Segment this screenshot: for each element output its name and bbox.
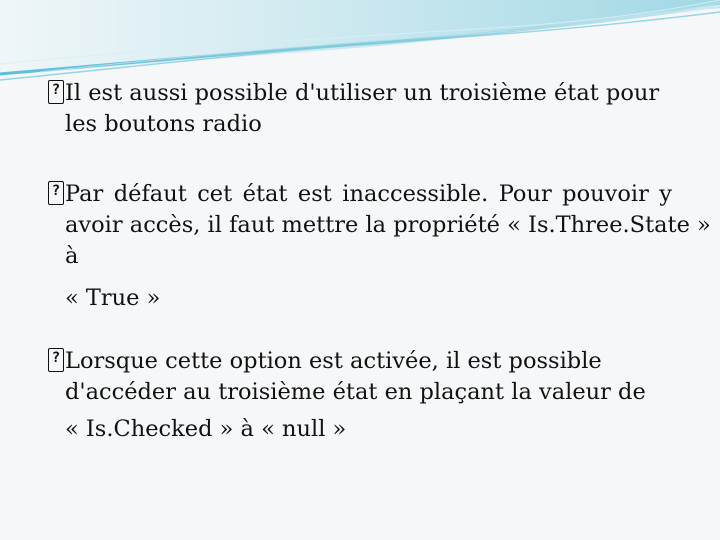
paragraph-3-line-1: Lorsque cette option est activée, il est possible xyxy=(65,348,602,374)
paragraph-2-line-4: « True » xyxy=(65,285,161,311)
paragraph-2-line-1: Par défaut cet état est inaccessible. Pour pouvoir y xyxy=(65,181,672,207)
paragraph-1-line-2: les boutons radio xyxy=(65,111,262,137)
missing-glyph-bullet-icon: ? xyxy=(48,181,64,205)
paragraph-1-line-1: Il est aussi possible d'utiliser un troisième état pour xyxy=(65,80,660,106)
slide-content xyxy=(48,78,711,445)
paragraph-3-line-3: « Is.Checked » à « null » xyxy=(65,416,347,442)
paragraph-2-line-3: à xyxy=(65,243,79,269)
bullet-paragraph-3 xyxy=(48,346,672,445)
paragraph-3-line-2: d'accéder au troisième état en plaçant la valeur de xyxy=(65,379,646,405)
missing-glyph-bullet-icon: ? xyxy=(48,80,64,104)
bullet-paragraph-2 xyxy=(48,179,711,314)
missing-glyph-bullet-icon: ? xyxy=(48,348,64,372)
bullet-paragraph-1 xyxy=(48,78,672,140)
paragraph-2-line-2: avoir accès, il faut mettre la propriété « Is.Three.State » xyxy=(65,212,711,238)
header-wave-decoration xyxy=(0,0,720,90)
